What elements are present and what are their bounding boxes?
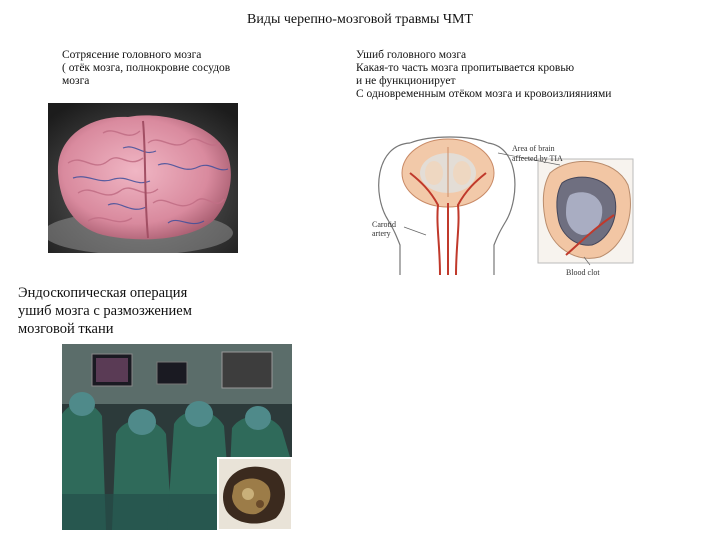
label-artery: artery — [372, 229, 391, 238]
concussion-line-2: ( отёк мозга, полнокровие сосудов — [62, 62, 231, 74]
operating-room-photo — [62, 344, 292, 530]
operation-line-2: ушиб мозга с размозжением — [18, 303, 192, 319]
label-blood-clot: Blood clot — [566, 268, 600, 277]
contusion-line-2: Какая-то часть мозга пропитывается кровью — [356, 62, 575, 74]
operation-line-1: Эндоскопическая операция — [18, 285, 188, 301]
operation-line-3: мозговой ткани — [18, 321, 114, 337]
slide-title: Виды черепно-мозговой травмы ЧМТ — [246, 12, 473, 27]
label-area: Area of brain — [512, 144, 555, 153]
label-affected: affected by TIA — [512, 154, 563, 163]
contusion-line-1: Ушиб головного мозга — [356, 49, 467, 61]
label-carotid: Carotid — [372, 220, 396, 229]
operation-caption — [18, 284, 192, 338]
tia-diagram — [370, 135, 645, 280]
contusion-line-3: и не функционирует — [356, 75, 456, 87]
concussion-line-3: мозга — [62, 75, 90, 87]
contusion-caption — [356, 49, 611, 101]
concussion-caption — [62, 49, 230, 88]
brain-photo — [48, 103, 238, 253]
contusion-line-4: С одновременным отёком мозга и кровоизлияниями — [356, 88, 612, 100]
concussion-line-1: Сотрясение головного мозга — [62, 49, 202, 61]
